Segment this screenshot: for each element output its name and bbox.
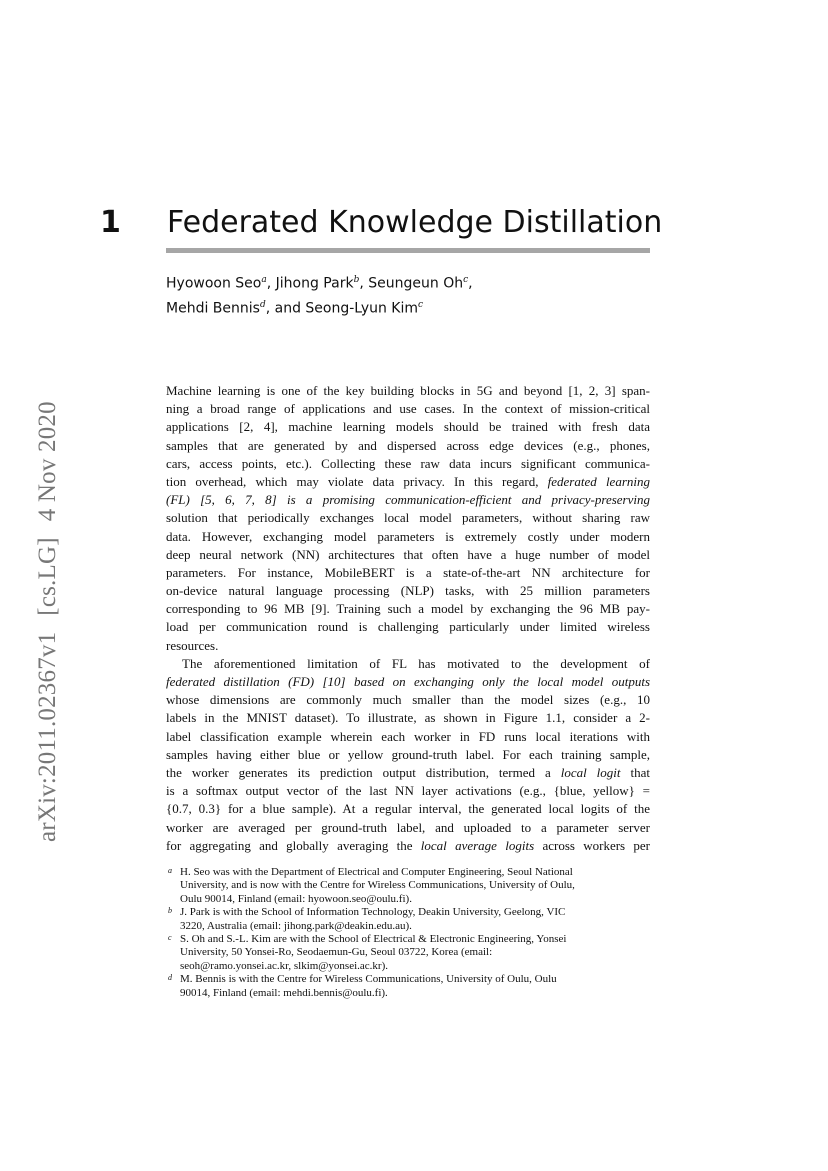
arxiv-id: arXiv:2011.02367v1 (34, 631, 61, 842)
footnote-line: University, and is now with the Centre for Wireless Communications, University of Oulu, (180, 879, 575, 892)
footnote-mark: d (168, 973, 172, 983)
footnote-line: H. Seo was with the Department of Electrical and Computer Engineering, Seoul National (180, 866, 573, 878)
text-line: ning a broad range of applications and use cases. In the context of mission-critical (166, 401, 650, 417)
emphasis-term: local logit (560, 764, 621, 780)
footnote-line: seoh@ramo.yonsei.ac.kr, slkim@yonsei.ac.kr). (180, 959, 388, 972)
text-line: tion overhead, which may violate data privacy. In this regard, federated learning (166, 473, 650, 489)
body-text (166, 382, 650, 855)
arxiv-category: [cs.LG] (34, 537, 61, 616)
paragraph-fd (166, 655, 650, 855)
emphasis-term: federated learning (547, 473, 650, 489)
author-list (166, 270, 473, 319)
arxiv-date: 4 Nov 2020 (34, 401, 61, 522)
text-line: resources. (166, 637, 219, 653)
author-name: Seong-Lyun Kim (305, 300, 419, 317)
text-line: samples that are generated by and dispersed across edge devices (e.g., phones, (166, 437, 650, 453)
emphasis-term: federated distillation (FD) (166, 674, 315, 689)
author-line-2: Mehdi Bennis$^d$, and Seong-Lyun Kim$^c$ (166, 299, 424, 317)
footnote-line: S. Oh and S.-L. Kim are with the School of Electrical & Electronic Engineering, Yonsei (180, 933, 567, 946)
footnote-line: 3220, Australia (email: jihong.park@deakin.edu.au). (180, 919, 412, 932)
affiliation-mark: b (353, 275, 360, 285)
affiliation-mark: d (259, 299, 266, 310)
footnote-mark: c (168, 933, 172, 943)
text-line: cars, access points, etc.). Collecting these raw data incurs significant communica- (166, 455, 650, 471)
footnote-line: 90014, Finland (email: mehdi.bennis@oulu.fi). (180, 986, 388, 999)
text-line: Machine learning is one of the key building blocks in 5G and beyond [1, 2, 3] span- (166, 383, 650, 398)
footnote (166, 866, 650, 906)
footnote (166, 973, 650, 1000)
footnote (166, 933, 650, 973)
footnote-line: M. Bennis is with the Centre for Wireless Communications, University of Oulu, Oulu (180, 973, 557, 986)
footnote-line: University, 50 Yonsei-Ro, Seodaemun-Gu, Seoul 03722, Korea (email: (180, 946, 493, 959)
text-line (166, 673, 650, 691)
emphasis-term: [5, 6, 7, 8] is a promising communication-efficient and privacy-preserving (189, 492, 650, 508)
footnote-mark: b (168, 906, 172, 916)
text-line: solution that periodically exchanges local model parameters, without sharing raw (166, 510, 650, 526)
author-name: Mehdi Bennis (166, 300, 260, 317)
title-rule (166, 248, 650, 253)
text-line: the worker generates its prediction output distribution, termed a local logit that (166, 764, 650, 780)
text-line: applications [2, 4], machine learning models should be trained with fresh data (166, 419, 650, 435)
text-line: corresponding to 96 MB [9]. Training such a model by exchanging the 96 MB pay- (166, 601, 650, 617)
emphasis-term: (FL) (166, 492, 190, 508)
author-line-1: Hyowoon Seo$^a$, Jihong Park$^b$, Seungeun Oh$^c$, (166, 275, 473, 292)
text-line: load per communication round is challenging particularly under limited wireless (166, 619, 650, 635)
footnote-mark: a (168, 866, 172, 875)
author-name: Hyowoon Seo (166, 275, 262, 292)
emphasis-term: [10] based on exchanging only the local model outputs (314, 674, 651, 689)
text-line: parameters. For instance, MobileBERT is a state-of-the-art NN architecture for (166, 564, 650, 580)
affiliation-mark: c (463, 275, 469, 285)
text-line: label classification example wherein each worker in FD runs local iterations with (166, 728, 650, 744)
text-line: whose dimensions are commonly much smaller than the model sizes (e.g., 10 (166, 692, 650, 708)
chapter-number: 1 (100, 205, 121, 240)
author-name: Seungeun Oh (368, 275, 464, 292)
affiliation-mark: c (418, 299, 424, 310)
text-line: samples having either blue or yellow ground-truth label. For each training sample, (166, 746, 650, 762)
text-line: labels in the MNIST dataset). To illustrate, as shown in Figure 1.1, consider a 2- (166, 710, 650, 726)
paragraph-intro (166, 382, 650, 655)
text-line: for aggregating and globally averaging the local average logits across workers per (166, 837, 651, 853)
text-line: The aforementioned limitation of FL has motivated to the development of (182, 655, 650, 671)
footnote (166, 906, 650, 933)
author-name: Jihong Park (275, 275, 354, 292)
text-line: deep neural network (NN) architectures that often have a huge number of model (166, 546, 650, 562)
chapter-title: Federated Knowledge Distillation (167, 205, 663, 240)
footnote-line: J. Park is with the School of Information Technology, Deakin University, Geelong, VIC (180, 906, 566, 919)
text-line: data. However, exchanging model parameters is extremely costly under modern (166, 528, 650, 544)
text-line: worker are averaged per ground-truth label, and uploaded to a parameter server (166, 819, 650, 835)
affiliation-mark: a (261, 275, 267, 285)
text-line: on-device natural language processing (NLP) tasks, with 25 million parameters (166, 583, 650, 599)
text-line: is a softmax output vector of the last NN layer activations (e.g., {blue, yellow} = (166, 783, 650, 799)
text-line (166, 491, 650, 509)
emphasis-term: local average logits (420, 837, 535, 853)
arxiv-identifier-stamp (34, 401, 62, 842)
text-line: {0.7, 0.3} for a blue sample). At a regular interval, the generated local logits of the (166, 801, 650, 817)
footnotes (166, 866, 650, 1000)
footnote-line: Oulu 90014, Finland (email: hyowoon.seo@oulu.fi). (180, 892, 412, 905)
